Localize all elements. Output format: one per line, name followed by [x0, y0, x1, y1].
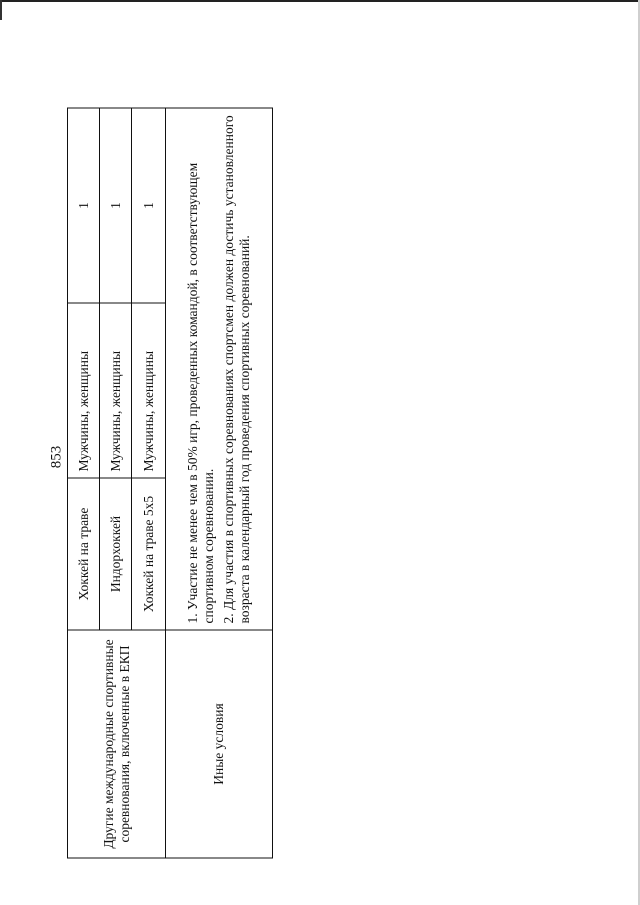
table-row [68, 108, 100, 858]
value-cell: 1 [100, 108, 132, 303]
value-cell: 1 [132, 108, 166, 303]
scan-border-top [0, 0, 640, 2]
gender-cell: Мужчины, женщины [132, 303, 166, 478]
competition-table [67, 108, 273, 859]
category-cell: Другие международные спортивные соревнования, включенные в ЕКП [68, 630, 166, 858]
discipline-cell: Индорхоккей [100, 478, 132, 630]
gender-cell: Мужчины, женщины [68, 303, 100, 478]
condition-item: 2. Для участия в спортивных соревнованиях спортсмен должен достичь установленного возраста в календарный год проведения спортивных соревнований. [221, 115, 252, 624]
page-number: 853 [48, 445, 65, 469]
discipline-cell: Хоккей на траве 5х5 [132, 478, 166, 630]
gender-cell: Мужчины, женщины [100, 303, 132, 478]
scan-border-left [0, 0, 2, 20]
other-conditions-label: Иные условия [166, 630, 273, 858]
value-cell: 1 [68, 108, 100, 303]
other-conditions-cell [166, 108, 273, 630]
table-row [166, 108, 273, 858]
discipline-cell: Хоккей на траве [68, 478, 100, 630]
condition-item: 1. Участие не менее чем в 50% игр, проведенных командой, в соответствующем спортивном соревновании. [185, 162, 217, 624]
